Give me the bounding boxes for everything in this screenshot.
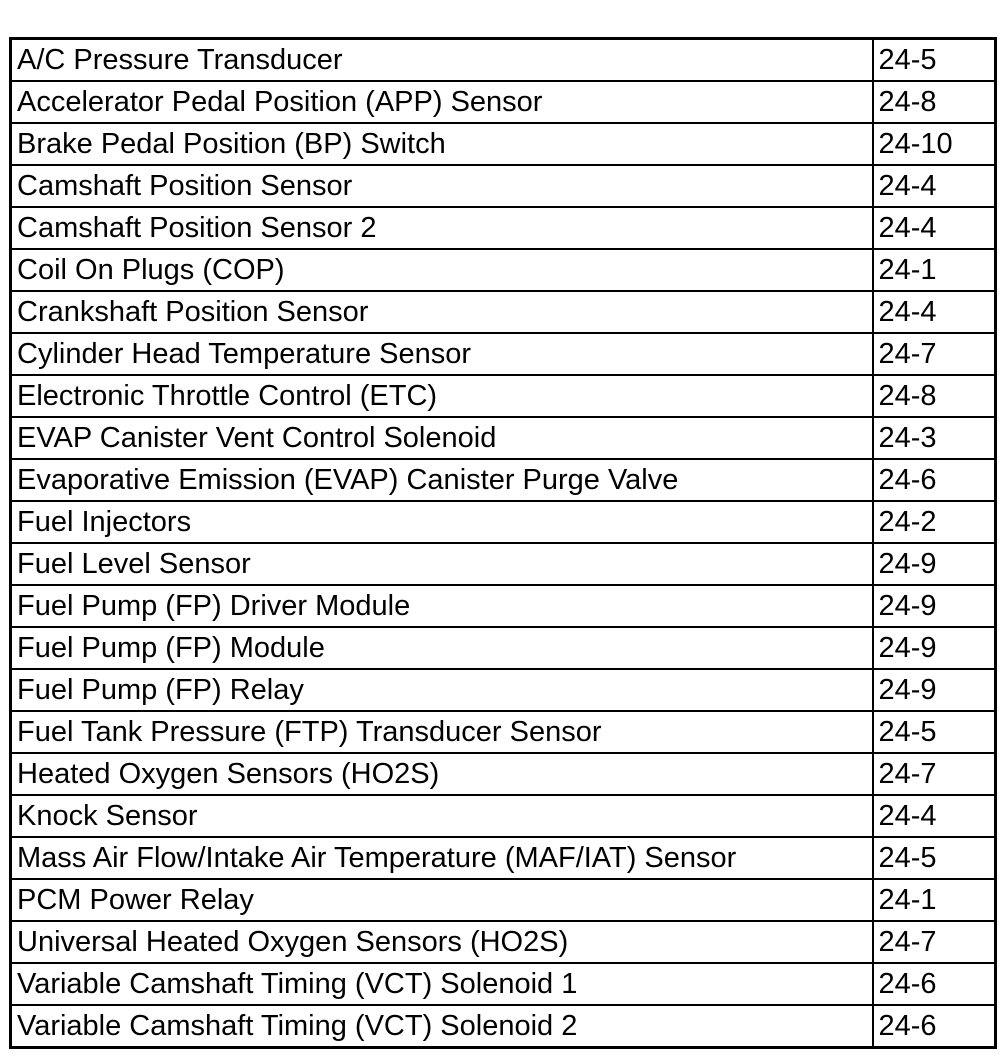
page-reference-cell: 24-7 (873, 333, 996, 375)
table-row (11, 753, 996, 795)
table-row (11, 585, 996, 627)
component-name-cell: Fuel Injectors (11, 501, 873, 543)
page-reference-cell: 24-7 (873, 921, 996, 963)
page-reference-cell: 24-4 (873, 291, 996, 333)
component-name-cell: Variable Camshaft Timing (VCT) Solenoid 2 (11, 1005, 873, 1048)
component-name-cell: Cylinder Head Temperature Sensor (11, 333, 873, 375)
component-name-cell: Heated Oxygen Sensors (HO2S) (11, 753, 873, 795)
page-reference-cell: 24-4 (873, 207, 996, 249)
component-name-cell: PCM Power Relay (11, 879, 873, 921)
table-row (11, 375, 996, 417)
table-row (11, 291, 996, 333)
table-row (11, 921, 996, 963)
page-reference-cell: 24-9 (873, 669, 996, 711)
component-name-cell: Fuel Level Sensor (11, 543, 873, 585)
page-reference-cell: 24-4 (873, 795, 996, 837)
page-reference-cell: 24-6 (873, 963, 996, 1005)
component-name-cell: Fuel Tank Pressure (FTP) Transducer Sensor (11, 711, 873, 753)
table-row (11, 963, 996, 1005)
component-name-cell: Coil On Plugs (COP) (11, 249, 873, 291)
page-reference-cell: 24-7 (873, 753, 996, 795)
page-reference-cell: 24-10 (873, 123, 996, 165)
table-row (11, 795, 996, 837)
component-name-cell: Camshaft Position Sensor (11, 165, 873, 207)
page-reference-cell: 24-4 (873, 165, 996, 207)
table-row (11, 39, 996, 82)
table-row (11, 249, 996, 291)
table-row (11, 1005, 996, 1048)
page-reference-cell: 24-5 (873, 837, 996, 879)
table-row (11, 123, 996, 165)
table-row (11, 879, 996, 921)
component-name-cell: Fuel Pump (FP) Driver Module (11, 585, 873, 627)
page-reference-cell: 24-3 (873, 417, 996, 459)
table-row (11, 501, 996, 543)
component-name-cell: Camshaft Position Sensor 2 (11, 207, 873, 249)
component-name-cell: Electronic Throttle Control (ETC) (11, 375, 873, 417)
page-reference-cell: 24-1 (873, 879, 996, 921)
component-name-cell: Universal Heated Oxygen Sensors (HO2S) (11, 921, 873, 963)
page-reference-cell: 24-5 (873, 711, 996, 753)
component-name-cell: Fuel Pump (FP) Module (11, 627, 873, 669)
component-name-cell: A/C Pressure Transducer (11, 39, 873, 82)
component-name-cell: Accelerator Pedal Position (APP) Sensor (11, 81, 873, 123)
table-row (11, 81, 996, 123)
page-reference-cell: 24-6 (873, 459, 996, 501)
component-name-cell: EVAP Canister Vent Control Solenoid (11, 417, 873, 459)
table-row (11, 207, 996, 249)
component-name-cell: Evaporative Emission (EVAP) Canister Purge Valve (11, 459, 873, 501)
page-reference-cell: 24-1 (873, 249, 996, 291)
page-reference-cell: 24-6 (873, 1005, 996, 1048)
table-row (11, 627, 996, 669)
page-reference-cell: 24-8 (873, 81, 996, 123)
table-row (11, 417, 996, 459)
page-reference-cell: 24-9 (873, 543, 996, 585)
component-name-cell: Knock Sensor (11, 795, 873, 837)
table-row (11, 459, 996, 501)
table-body (11, 39, 996, 1048)
component-name-cell: Variable Camshaft Timing (VCT) Solenoid 1 (11, 963, 873, 1005)
page-reference-cell: 24-9 (873, 627, 996, 669)
table-row (11, 333, 996, 375)
table-row (11, 711, 996, 753)
page-reference-cell: 24-8 (873, 375, 996, 417)
component-reference-table (9, 37, 997, 1049)
table-row (11, 837, 996, 879)
table-row (11, 669, 996, 711)
component-name-cell: Brake Pedal Position (BP) Switch (11, 123, 873, 165)
component-name-cell: Crankshaft Position Sensor (11, 291, 873, 333)
component-name-cell: Mass Air Flow/Intake Air Temperature (MAF/IAT) Sensor (11, 837, 873, 879)
table-row (11, 165, 996, 207)
table-row (11, 543, 996, 585)
component-name-cell: Fuel Pump (FP) Relay (11, 669, 873, 711)
page-reference-cell: 24-2 (873, 501, 996, 543)
page-reference-cell: 24-9 (873, 585, 996, 627)
page-reference-cell: 24-5 (873, 39, 996, 82)
